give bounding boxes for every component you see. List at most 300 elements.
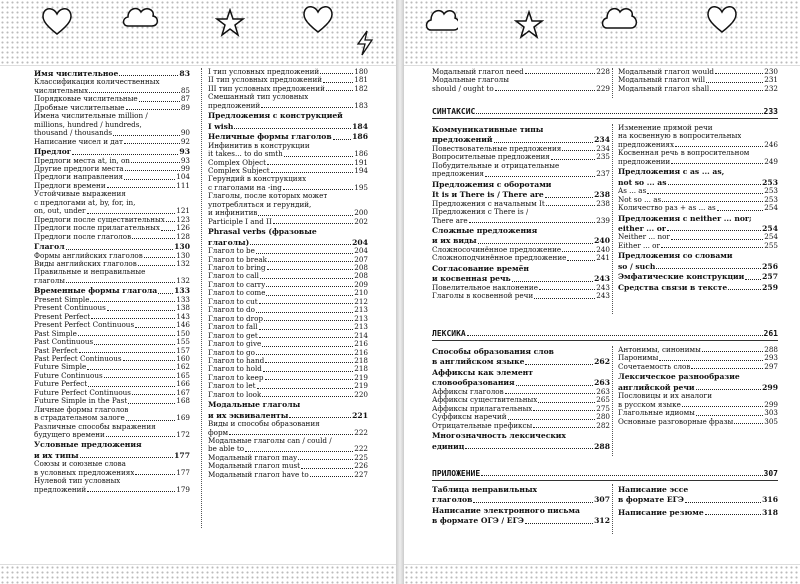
toc-entry[interactable] xyxy=(432,246,610,254)
toc-entry-title: Устойчивые выражения xyxy=(34,190,126,199)
toc-entry-title: Другие предлоги места xyxy=(34,164,124,173)
toc-entry-page: 230 xyxy=(764,68,778,76)
toc-entry[interactable] xyxy=(34,277,190,285)
toc-entry[interactable] xyxy=(618,233,778,241)
toc-entry-page: 288 xyxy=(594,442,610,451)
toc-entry-title: Многозначность лексических xyxy=(432,432,566,441)
toc-entry-title: Основные разговорные фразы xyxy=(618,417,734,426)
toc-entry[interactable] xyxy=(208,365,368,373)
toc-entry[interactable] xyxy=(432,507,610,515)
toc-entry-title: Союзы и союзные слова xyxy=(34,460,126,469)
toc-entry[interactable] xyxy=(208,247,368,255)
toc-entry[interactable] xyxy=(618,273,778,281)
toc-entry[interactable] xyxy=(208,159,368,167)
toc-entry[interactable] xyxy=(34,165,190,173)
toc-entry-title: в английском языке xyxy=(432,358,525,367)
toc-entry[interactable] xyxy=(208,462,368,470)
toc-entry[interactable] xyxy=(618,68,778,76)
toc-entry[interactable] xyxy=(208,209,368,217)
toc-entry[interactable] xyxy=(432,153,610,161)
toc-entry[interactable] xyxy=(432,217,610,225)
toc-entry-page: 166 xyxy=(176,380,190,389)
toc-entry-title: either ... or xyxy=(618,224,666,233)
toc-entry[interactable] xyxy=(34,347,190,355)
toc-entry[interactable] xyxy=(432,200,610,208)
toc-entry-title: Глагол to go xyxy=(208,348,255,357)
toc-entry[interactable] xyxy=(432,126,610,134)
toc-entry[interactable] xyxy=(34,87,190,95)
toc-entry[interactable] xyxy=(432,486,610,494)
toc-entry[interactable] xyxy=(618,252,778,260)
toc-entry-title: Past Perfect xyxy=(34,346,78,355)
toc-entry-title: so / such xyxy=(618,262,656,271)
toc-entry[interactable] xyxy=(208,68,368,76)
toc-entry[interactable] xyxy=(432,170,610,178)
toc-entry[interactable] xyxy=(618,354,778,362)
toc-entry[interactable] xyxy=(618,363,778,371)
toc-entry-page: 249 xyxy=(764,157,778,166)
toc-entry-title: Предложения с neither ... nor; xyxy=(618,214,752,223)
toc-entry[interactable] xyxy=(618,284,778,292)
toc-entry-page: 226 xyxy=(354,462,368,471)
toc-entry-title: предложениях xyxy=(618,140,674,149)
toc-entry[interactable] xyxy=(34,397,190,405)
toc-entry[interactable] xyxy=(34,372,190,380)
toc-entry[interactable] xyxy=(34,486,190,494)
toc-entry[interactable] xyxy=(208,76,368,84)
toc-entry[interactable] xyxy=(208,298,368,306)
toc-entry[interactable] xyxy=(34,190,190,198)
toc-modal-continued-2 xyxy=(618,68,778,93)
toc-entry[interactable] xyxy=(208,256,368,264)
toc-entry[interactable] xyxy=(618,76,778,84)
toc-entry[interactable] xyxy=(34,313,190,321)
toc-entry[interactable] xyxy=(208,471,368,479)
toc-entry-title: в условных предложениях xyxy=(34,468,135,477)
toc-entry[interactable] xyxy=(432,227,610,235)
toc-entry[interactable] xyxy=(618,196,778,204)
toc-entry[interactable] xyxy=(34,216,190,224)
toc-entry-title: Таблица неправильных xyxy=(432,486,538,494)
toc-entry-page: 229 xyxy=(596,84,610,93)
toc-entry[interactable] xyxy=(34,148,190,156)
toc-entry-title: Сложносочинённое предложение xyxy=(432,245,562,254)
toc-entry-title: в русском языке xyxy=(618,400,681,409)
toc-entry-page: 121 xyxy=(176,207,190,216)
toc-entry-page: 128 xyxy=(176,232,190,241)
toc-entry-title: Герундий в конструкциях xyxy=(208,175,307,184)
toc-entry-title: Предложения с as ... as, xyxy=(618,168,725,177)
toc-entry[interactable] xyxy=(618,346,778,354)
toc-entry[interactable] xyxy=(208,323,368,331)
toc-entry-page: 150 xyxy=(176,329,190,338)
toc-entry[interactable] xyxy=(618,149,778,157)
toc-entry[interactable] xyxy=(432,162,610,170)
toc-entry-page: 138 xyxy=(176,304,190,313)
toc-entry[interactable] xyxy=(34,129,190,137)
toc-entry[interactable] xyxy=(208,349,368,357)
toc-entry[interactable] xyxy=(34,477,190,485)
toc-entry-title: Предложения с конструкцией xyxy=(208,112,343,121)
toc-entry[interactable] xyxy=(34,138,190,146)
toc-column-left-1 xyxy=(34,68,190,494)
toc-entry[interactable] xyxy=(208,382,368,390)
toc-entry[interactable] xyxy=(34,268,190,276)
toc-entry[interactable] xyxy=(34,287,190,295)
toc-entry[interactable] xyxy=(34,304,190,312)
toc-entry-title: Виды английских глаголов xyxy=(34,259,137,268)
toc-entry-title: Лексическое разнообразие xyxy=(618,373,740,382)
toc-entry-title: Временные формы глагола xyxy=(34,287,158,296)
toc-entry-page: 218 xyxy=(354,356,368,365)
toc-entry[interactable] xyxy=(208,85,368,93)
toc-entry-page: 220 xyxy=(354,390,368,399)
toc-entry-title: should / ought to xyxy=(432,84,494,93)
toc-entry-title: Аффиксы глаголов xyxy=(432,387,504,396)
toc-entry-title: Согласование времён xyxy=(432,264,529,273)
toc-entry-title: Имена числительные million / xyxy=(34,112,148,121)
toc-entry-page: 305 xyxy=(764,417,778,426)
toc-entry[interactable] xyxy=(208,112,368,120)
toc-entry[interactable] xyxy=(618,486,778,494)
toc-entry[interactable] xyxy=(34,199,190,207)
toc-entry-page: 186 xyxy=(352,133,368,142)
toc-entry-page: 263 xyxy=(594,379,610,388)
toc-entry-title: употребляться и герундий, xyxy=(208,200,312,209)
toc-entry-title: Аффиксы существительных xyxy=(432,396,538,405)
toc-entry[interactable] xyxy=(618,132,778,140)
toc-entry[interactable] xyxy=(34,95,190,103)
toc-entry-page: 243 xyxy=(596,292,610,301)
toc-entry[interactable] xyxy=(432,413,610,421)
toc-entry[interactable] xyxy=(208,445,368,453)
toc-entry-page: 195 xyxy=(354,183,368,192)
toc-entry[interactable] xyxy=(618,124,778,132)
toc-entry-title: и их эквиваленты xyxy=(208,411,289,420)
column-divider xyxy=(612,346,613,456)
toc-entry[interactable] xyxy=(34,431,190,439)
toc-entry-title: be able to xyxy=(208,445,245,454)
toc-entry-title: Предлоги места at, in, on xyxy=(34,156,130,165)
toc-entry[interactable] xyxy=(618,242,778,250)
toc-entry-title: Побудительные и отрицательные xyxy=(432,161,560,170)
toc-entry[interactable] xyxy=(618,85,778,93)
toc-entry[interactable] xyxy=(432,208,610,216)
toc-entry[interactable] xyxy=(208,391,368,399)
toc-entry-title: Модальный глагол need xyxy=(432,68,524,76)
toc-entry-title: Phrasal verbs (фразовые xyxy=(208,228,317,237)
toc-entry[interactable] xyxy=(208,281,368,289)
toc-entry[interactable] xyxy=(34,112,190,120)
toc-entry[interactable] xyxy=(432,379,610,387)
toc-entry-page: 253 xyxy=(764,187,778,196)
toc-entry[interactable] xyxy=(34,243,190,251)
section-title-syntax: СИНТАКСИС xyxy=(432,108,476,116)
toc-entry-title: и косвенная речь xyxy=(432,275,511,284)
toc-entry[interactable] xyxy=(618,187,778,195)
toc-entry[interactable] xyxy=(208,306,368,314)
toc-entry-title: It is и There is / There are xyxy=(432,191,544,200)
toc-entry[interactable] xyxy=(34,78,190,86)
toc-entry[interactable] xyxy=(432,284,610,292)
toc-entry[interactable] xyxy=(208,289,368,297)
toc-entry[interactable] xyxy=(432,432,610,440)
toc-entry[interactable] xyxy=(34,296,190,304)
toc-entry-title: Complex Object xyxy=(208,158,267,167)
toc-entry[interactable] xyxy=(208,218,368,226)
toc-entry-title: Present Continuous xyxy=(34,304,106,313)
toc-entry-page: 184 xyxy=(352,122,368,131)
toc-entry-title: Способы образования слов xyxy=(432,348,554,356)
toc-entry[interactable] xyxy=(34,423,190,431)
toc-entry[interactable] xyxy=(208,192,368,200)
toc-entry[interactable] xyxy=(208,175,368,183)
toc-entry-title: Past Continuous xyxy=(34,338,94,347)
toc-entry[interactable] xyxy=(34,224,190,232)
toc-entry-title: Антонимы, синонимы xyxy=(618,346,701,354)
toc-entry[interactable] xyxy=(618,496,778,504)
toc-entry-title: Not so ... as xyxy=(618,195,662,204)
heart-icon xyxy=(40,6,74,36)
toc-entry-page: 275 xyxy=(596,404,610,413)
toc-entry-page: 231 xyxy=(764,76,778,85)
doodle-header-right xyxy=(404,0,800,66)
toc-entry-title: Предлоги направления xyxy=(34,173,124,182)
toc-entry-title: словообразования xyxy=(432,379,515,388)
toc-entry-page: 256 xyxy=(762,262,778,271)
toc-entry[interactable] xyxy=(34,173,190,181)
toc-entry-page: 293 xyxy=(764,354,778,363)
toc-entry[interactable] xyxy=(432,422,610,430)
toc-entry[interactable] xyxy=(432,191,610,199)
toc-entry[interactable] xyxy=(34,469,190,477)
toc-entry-page: 216 xyxy=(354,348,368,357)
toc-entry[interactable] xyxy=(208,401,368,409)
toc-entry[interactable] xyxy=(432,76,610,84)
toc-entry[interactable] xyxy=(432,254,610,262)
toc-entry[interactable] xyxy=(618,179,778,187)
toc-entry[interactable] xyxy=(432,369,610,377)
toc-entry-title: Past Perfect Continuous xyxy=(34,354,122,363)
toc-entry-page: 299 xyxy=(764,400,778,409)
section-page-syntax: 233 xyxy=(763,108,778,116)
toc-entry[interactable] xyxy=(432,292,610,300)
toc-entry[interactable] xyxy=(208,412,368,420)
toc-entry[interactable] xyxy=(618,409,778,417)
toc-entry[interactable] xyxy=(34,104,190,112)
toc-entry[interactable] xyxy=(34,414,190,422)
toc-entry-title: Глагол to drop xyxy=(208,314,264,323)
toc-entry-title: предложении xyxy=(618,157,671,166)
toc-entry[interactable] xyxy=(618,401,778,409)
toc-entry[interactable] xyxy=(432,517,610,525)
toc-entry[interactable] xyxy=(34,355,190,363)
toc-entry[interactable] xyxy=(432,348,610,356)
toc-entry[interactable] xyxy=(208,184,368,192)
toc-entry-title: Модальный глагол will xyxy=(618,76,706,85)
toc-entry[interactable] xyxy=(208,437,368,445)
star-icon xyxy=(215,8,245,38)
toc-entry[interactable] xyxy=(34,157,190,165)
toc-entry-title: it takes... to do smth xyxy=(208,150,283,159)
toc-entry[interactable] xyxy=(208,272,368,280)
toc-entry[interactable] xyxy=(34,389,190,397)
toc-entry-title: Глагол to break xyxy=(208,255,267,264)
toc-entry[interactable] xyxy=(208,167,368,175)
toc-entry[interactable] xyxy=(618,225,778,233)
toc-entry-page: 202 xyxy=(354,217,368,226)
heart-icon xyxy=(300,4,336,34)
toc-entry[interactable] xyxy=(432,85,610,93)
toc-entry-page: 235 xyxy=(596,153,610,162)
toc-entry[interactable] xyxy=(34,380,190,388)
toc-entry-title: предложения xyxy=(432,170,484,179)
cloud-icon xyxy=(599,2,639,32)
toc-entry[interactable] xyxy=(432,145,610,153)
toc-entry[interactable] xyxy=(208,420,368,428)
toc-entry-title: форм xyxy=(208,428,229,437)
toc-entry-title: и инфинитив xyxy=(208,209,258,218)
toc-entry-page: 297 xyxy=(764,362,778,371)
toc-entry-title: Present Perfect Continuous xyxy=(34,321,135,330)
toc-entry[interactable] xyxy=(432,396,610,404)
toc-entry[interactable] xyxy=(208,93,368,101)
toc-entry[interactable] xyxy=(34,406,190,414)
toc-entry[interactable] xyxy=(208,150,368,158)
toc-entry[interactable] xyxy=(208,332,368,340)
toc-entry[interactable] xyxy=(34,338,190,346)
toc-entry-title: Either ... or xyxy=(618,241,660,250)
toc-entry-title: предложений xyxy=(432,136,493,145)
toc-entry[interactable] xyxy=(208,228,368,236)
toc-entry[interactable] xyxy=(34,70,190,78)
toc-entry-page: 209 xyxy=(354,280,368,289)
toc-entry[interactable] xyxy=(34,452,190,460)
toc-entry[interactable] xyxy=(208,429,368,437)
toc-entry[interactable] xyxy=(208,133,368,141)
toc-entry[interactable] xyxy=(34,363,190,371)
toc-entry-page: 254 xyxy=(762,224,778,233)
toc-entry-page: 177 xyxy=(174,451,190,460)
toc-entry[interactable] xyxy=(618,263,778,271)
toc-entry[interactable] xyxy=(618,215,778,223)
toc-entry-title: Модальный глагол must xyxy=(208,462,301,471)
toc-entry[interactable] xyxy=(618,392,778,400)
toc-entry[interactable] xyxy=(208,201,368,209)
toc-entry-page: 254 xyxy=(764,233,778,242)
toc-entry[interactable] xyxy=(208,239,368,247)
toc-entry-page: 186 xyxy=(354,150,368,159)
toc-entry-page: 123 xyxy=(176,215,190,224)
toc-appendix-col-1 xyxy=(432,484,610,526)
toc-entry[interactable] xyxy=(208,357,368,365)
toc-entry[interactable] xyxy=(432,388,610,396)
section-title-appendix: ПРИЛОЖЕНИЕ xyxy=(432,470,481,478)
toc-entry-title: с глаголами на -ing xyxy=(208,183,282,192)
toc-entry-page: 169 xyxy=(176,414,190,423)
toc-entry-title: Предлоги после существительных xyxy=(34,215,165,224)
toc-entry[interactable] xyxy=(618,384,778,392)
toc-entry-page: 263 xyxy=(596,387,610,396)
toc-entry-page: 265 xyxy=(596,396,610,405)
toc-entry-page: 240 xyxy=(596,245,610,254)
toc-entry-page: 183 xyxy=(354,101,368,110)
toc-entry-page: 243 xyxy=(594,275,610,284)
toc-entry[interactable] xyxy=(432,181,610,189)
toc-entry[interactable] xyxy=(208,102,368,110)
toc-entry-title: I wish xyxy=(208,122,234,131)
toc-entry[interactable] xyxy=(618,168,778,176)
toc-entry-page: 219 xyxy=(354,373,368,382)
toc-entry[interactable] xyxy=(208,142,368,150)
toc-entry[interactable] xyxy=(208,264,368,272)
toc-entry[interactable] xyxy=(432,275,610,283)
toc-entry[interactable] xyxy=(208,123,368,131)
toc-entry[interactable] xyxy=(618,418,778,426)
toc-entry[interactable] xyxy=(34,233,190,241)
toc-entry-title: on, out, under xyxy=(34,207,86,216)
toc-entry[interactable] xyxy=(618,158,778,166)
toc-entry[interactable] xyxy=(618,373,778,381)
toc-entry-title: Глагол to keep xyxy=(208,373,264,382)
toc-entry[interactable] xyxy=(618,509,778,517)
toc-entry[interactable] xyxy=(34,182,190,190)
toc-entry-page: 168 xyxy=(176,397,190,406)
toc-entry[interactable] xyxy=(34,252,190,260)
toc-entry-page: 216 xyxy=(354,340,368,349)
toc-entry[interactable] xyxy=(208,374,368,382)
toc-entry-page: 288 xyxy=(764,346,778,354)
toc-entry-title: Participle I and II xyxy=(208,217,272,226)
toc-entry-title: Инфинитив в конструкции xyxy=(208,141,310,150)
toc-entry-title: и их виды xyxy=(432,237,477,246)
toc-entry[interactable] xyxy=(432,136,610,144)
toc-entry[interactable] xyxy=(208,340,368,348)
toc-entry[interactable] xyxy=(432,443,610,451)
toc-entry[interactable] xyxy=(34,460,190,468)
toc-entry[interactable] xyxy=(618,141,778,149)
toc-entry-title: единиц xyxy=(432,442,465,451)
toc-entry-page: 172 xyxy=(176,431,190,440)
toc-entry[interactable] xyxy=(34,330,190,338)
toc-entry[interactable] xyxy=(432,68,610,76)
toc-entry[interactable] xyxy=(432,405,610,413)
toc-entry[interactable] xyxy=(208,454,368,462)
toc-entry-title: Модальный глагол would xyxy=(618,68,715,76)
toc-entry[interactable] xyxy=(34,207,190,215)
toc-modal-continued xyxy=(432,68,610,93)
toc-entry[interactable] xyxy=(34,321,190,329)
toc-entry-title: Предлоги после прилагательных xyxy=(34,224,160,233)
toc-entry[interactable] xyxy=(618,204,778,212)
toc-entry-title: Отрицательные префиксы xyxy=(432,421,533,430)
toc-entry[interactable] xyxy=(34,121,190,129)
toc-entry[interactable] xyxy=(34,441,190,449)
toc-entry-title: Предлог xyxy=(34,148,72,157)
toc-entry[interactable] xyxy=(432,496,610,504)
toc-entry-title: Глагол to call xyxy=(208,272,259,281)
toc-entry-page: 316 xyxy=(762,496,778,505)
toc-entry[interactable] xyxy=(432,265,610,273)
toc-entry[interactable] xyxy=(432,358,610,366)
heart-icon xyxy=(704,4,740,34)
toc-entry-title: с предлогами at, by, for, in, xyxy=(34,198,136,207)
toc-entry-page: 132 xyxy=(176,276,190,285)
toc-entry[interactable] xyxy=(208,315,368,323)
toc-entry[interactable] xyxy=(432,237,610,245)
toc-entry-title: Глаголы в косвенной речи xyxy=(432,292,534,301)
toc-entry[interactable] xyxy=(34,260,190,268)
